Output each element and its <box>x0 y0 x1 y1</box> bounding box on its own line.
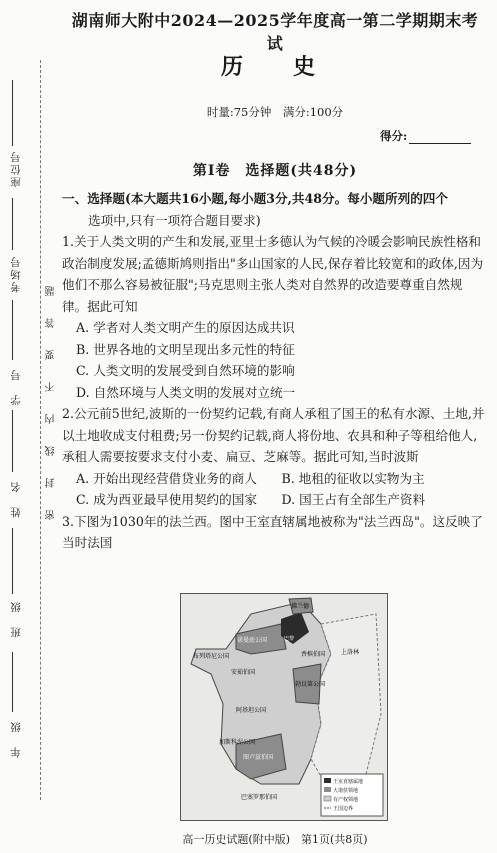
student-no-blank <box>12 300 13 360</box>
time-and-score: 时量:75分钟 满分:100分 <box>206 105 344 119</box>
label-paris: 巴黎 <box>284 636 295 642</box>
subject-title: 历 史 <box>220 54 329 80</box>
score-label: 得分: <box>380 129 408 143</box>
label-burgundy: 勃艮第公国 <box>295 681 326 688</box>
legend-other: 有产权领地 <box>333 797 359 803</box>
legend-border: 王国边界 <box>333 806 354 812</box>
question-2-option-d[interactable]: D. 国王占有全部生产资料 <box>281 492 426 507</box>
exam-title: 湖南师大附中2024—2025学年度高一第二学期期末考试 <box>71 11 479 53</box>
class-label: 班 级 <box>10 600 22 638</box>
section-instructions-2: 选项中,只有一项符合题目要求) <box>88 212 261 228</box>
france-map-svg <box>181 594 387 820</box>
seal-line <box>40 60 41 800</box>
question-1-option-d[interactable]: D. 自然环境与人类文明的发展对立统一 <box>76 384 296 400</box>
label-normandy: 诺曼底公国 <box>237 637 268 644</box>
exam-no-blank <box>12 198 13 250</box>
legend-swatch-royal <box>324 778 331 783</box>
binding-margin <box>0 0 58 853</box>
legend-great: 大诸侯领地 <box>333 788 359 794</box>
class-blank <box>12 528 13 594</box>
label-aquitaine: 阿基坦公国 <box>236 707 267 714</box>
label-gascony: 加斯科涅公国 <box>219 739 256 746</box>
page-footer: 高一历史试题(附中版) 第1页(共8页) <box>182 833 368 846</box>
question-2-options-row-2 <box>62 489 487 511</box>
question-1-stem: 1.关于人类文明的产生和发展,亚里士多德认为气候的冷暖会影响民族性格和政治制度发展;孟德斯鸠则指出"多山国家的人民,保存着比较宽和的政体,因为他们不那么容易被征服";马克思则主张人类对自然界的改造要尊重自然规律。据此可知 <box>62 234 484 314</box>
france-1030-map <box>180 593 388 821</box>
label-lorraine: 上洛林 <box>341 649 360 656</box>
volume-title: 第Ⅰ卷 选择题(共48分) <box>192 163 358 179</box>
label-anjou: 安茹伯国 <box>231 669 256 676</box>
name-blank <box>12 410 13 472</box>
label-flanders: 佛兰德 <box>291 603 310 610</box>
score-blank[interactable] <box>409 131 471 144</box>
label-toulouse: 图卢兹伯国 <box>243 754 274 761</box>
section-instructions-1: 一、选择题(本大题共16小题,每小题3分,共48分。每小题所列的四个 <box>62 191 448 206</box>
legend-swatch-other <box>324 796 331 801</box>
legend-swatch-great <box>324 787 331 792</box>
question-2-option-c[interactable]: C. 成为西亚最早使用契约的国家 <box>76 492 257 507</box>
question-2-option-b[interactable]: B. 地租的征收以实物为主 <box>281 470 425 486</box>
label-champagne: 香槟伯国 <box>301 651 326 658</box>
grade-label: 年 级 <box>10 720 22 758</box>
score-field[interactable] <box>380 128 471 144</box>
question-1-option-b[interactable]: B. 世界各地的文明呈现出多元性的特征 <box>76 341 295 357</box>
student-no-label: 学 号 <box>10 368 22 406</box>
question-2-option-a[interactable]: A. 开始出现经营借贷业务的商人 <box>76 470 257 486</box>
name-label: 姓 名 <box>10 480 22 518</box>
label-barcelona: 巴塞罗那伯国 <box>241 794 278 801</box>
question-body <box>62 188 487 554</box>
seat-blank <box>12 80 13 146</box>
seal-notice: 密 封 线 内 不 要 答 题 <box>46 280 57 520</box>
legend-royal: 王室直辖属地 <box>333 779 364 785</box>
question-1-option-c[interactable]: C. 人类文明的发展受到自然环境的影响 <box>76 363 295 378</box>
question-3-stem: 3.下图为1030年的法兰西。图中王室直辖属地被称为"法兰西岛"。这反映了当时法国 <box>62 513 483 550</box>
exam-no-label: 考场号 <box>10 255 22 293</box>
seat-label: 座位号 <box>10 150 22 188</box>
question-2-options-row-1 <box>62 468 487 490</box>
question-2-stem: 2.公元前5世纪,波斯的一份契约记载,有商人承租了国王的私有水源、土地,并以土地收成支付租费;另一份契约记载,商人将份地、农具和种子等租给他人,承租人需要按要求支付小麦、扁豆、芝麻等。据此可知,当时波斯 <box>62 406 485 464</box>
question-1-option-a[interactable]: A. 学者对人类文明产生的原因达成共识 <box>76 320 295 335</box>
label-brittany: 布列塔尼公国 <box>193 653 230 660</box>
grade-blank <box>12 652 13 712</box>
